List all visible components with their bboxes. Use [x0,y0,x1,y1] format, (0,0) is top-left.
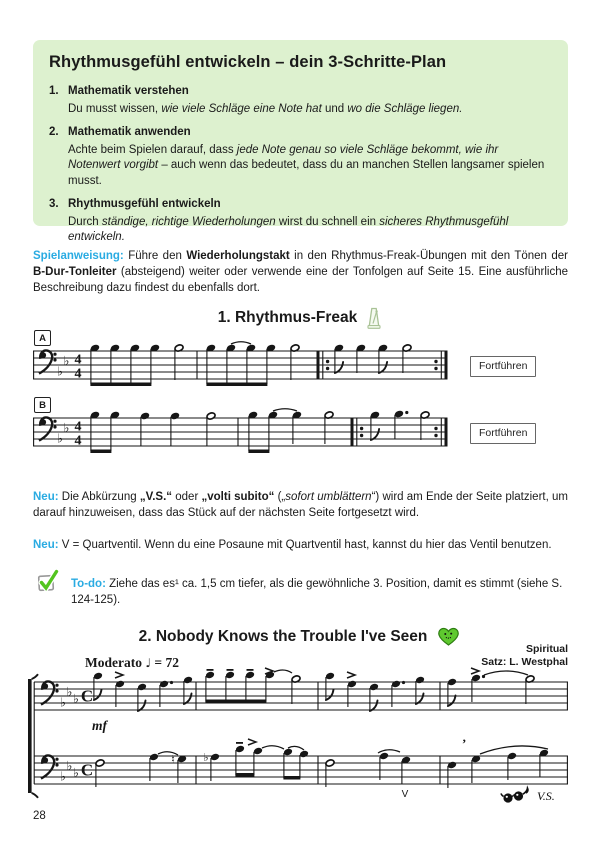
grand-staff-notation [28,668,573,810]
exercise-1-heading: 1. Rhythmus-Freak [217,309,358,326]
svg-text:♭: ♭ [203,751,209,764]
metronome-icon [366,306,382,330]
tempo-value: = 72 [154,655,179,670]
page-number: 28 [33,810,46,822]
bass-clef [39,350,57,373]
measure [248,409,334,451]
svg-text:C: C [80,686,94,706]
bass-clef [41,755,59,778]
step-body: Durch ständige, richtige Wiederholungen wirst du schnell ein sicheres Rhythmusgefühl entwickeln. [68,215,509,243]
tempo-word: Moderato [85,655,142,670]
svg-text:♭: ♭ [60,768,66,784]
section-label-a: A [34,330,51,346]
plan-step-1 [49,84,550,117]
volti-subito-marking [500,786,555,806]
svg-text:♭: ♭ [66,758,73,773]
step-body: Du musst wissen, wie viele Schläge eine Note hat und wo die Schläge liegen. [68,102,463,115]
key-signature [57,353,69,379]
svg-text:4: 4 [74,419,82,435]
measure [90,344,197,385]
svg-text:4: 4 [74,433,82,449]
valve-v-marking: V [401,789,409,800]
piece-credits [481,643,568,669]
piece-2-heading: 2. Nobody Knows the Trouble I've Seen [138,627,428,645]
step-heading: Mathematik verstehen [68,85,189,97]
time-signature [75,352,82,381]
measure [93,672,196,711]
exercise-b-system [33,397,568,461]
dynamic-mf: mf [92,718,107,733]
heart-icon [436,626,461,647]
breath-mark: ’ [462,736,467,751]
step-number: 3. [49,198,59,210]
staff-lines [34,682,568,710]
plan-step-2 [49,125,550,189]
svg-text:♭: ♭ [57,363,63,379]
step-number: 2. [49,126,59,138]
continue-button-b[interactable]: Fortführen [470,423,536,444]
svg-text:C: C [80,760,94,780]
bass-clef [39,417,57,440]
measure [325,750,440,787]
svg-text:♭: ♭ [60,694,66,710]
key-signature [57,420,69,446]
measure [206,342,300,384]
time-signature [81,687,93,780]
staff-lines [33,418,448,449]
staff-lines [33,351,448,382]
svg-text:♭: ♭ [63,353,70,368]
svg-text:♭: ♭ [66,684,73,699]
svg-text:♭: ♭ [63,420,70,435]
glasses-icon [500,786,530,806]
step-heading: Mathematik anwenden [68,126,191,138]
step-body: Achte beim Spielen darauf, dass jede Note genau so viele Schläge bekommt, wie ihr Notenwert vorgibt – auch wenn das bedeutet, dass du an manchen Stellen langsamer spielen musst. [68,143,545,187]
continue-button-a[interactable]: Fortführen [470,356,536,377]
credit-spiritual: Spiritual [525,643,568,655]
svg-text:♭: ♭ [57,430,63,446]
svg-text:♭: ♭ [73,691,79,706]
svg-text:♮: ♮ [171,753,175,766]
time-signature [75,419,82,448]
exercise-1-heading-row [0,306,600,330]
rhythm-plan-box [33,40,568,243]
staff-lines [34,756,568,784]
step-number: 1. [49,85,59,97]
todo-line: To-do: Ziehe das es¹ ca. 1,5 cm tiefer, als die gewöhnliche 3. Position, damit es stimmt (siehe S. 124-125). [71,578,563,606]
vs-label: V.S. [537,788,555,803]
plan-step-3 [49,197,550,246]
svg-text:♭: ♭ [73,765,79,780]
staff-b-notation [33,410,458,460]
neu-vs-paragraph: Neu: Die Abkürzung „V.S.“ oder „volti subito“ („sofort umblättern“) wird am Ende der Seite platziert, um darauf hinzuweisen, dass das Stück auf der nächsten Seite fortgesetzt wird. [33,491,568,519]
spielanweisung-paragraph: Spielanweisung: Führe den Wiederholungstakt in den Rhythmus-Freak-Übungen mit den Tönen der B-Dur-Tonleiter (absteigend) weiter oder verwende eine der Tonfolgen auf Seite 15. Eine ausführliche Beschreibung dazu findest du ebenfalls dort. [33,250,568,294]
checkbox-check-icon [36,568,62,593]
measure [90,411,238,452]
credit-arranger: Satz: L. Westphal [481,656,568,668]
staff-a-notation [33,343,458,393]
system-bracket [28,674,38,798]
measure [447,736,567,788]
bass-clef [41,681,59,704]
exercise-a-system [33,330,568,394]
rhythm-plan-title: Rhythmusgefühl entwickeln – dein 3-Schritte-Plan [49,53,447,71]
measure [95,752,196,787]
neu-quartventil-paragraph: Neu: V = Quartventil. Wenn du eine Posaune mit Quartventil hast, kannst du hier das Ventil benutzen. [33,539,552,551]
section-label-b: B [34,397,51,413]
key-signature [60,684,79,784]
step-heading: Rhythmusgefühl entwickeln [68,198,221,210]
svg-text:4: 4 [74,366,82,382]
piece-2-system [28,668,573,810]
measure [325,672,440,711]
svg-text:4: 4 [74,352,82,368]
quarter-note-icon: ♩ [145,656,152,670]
